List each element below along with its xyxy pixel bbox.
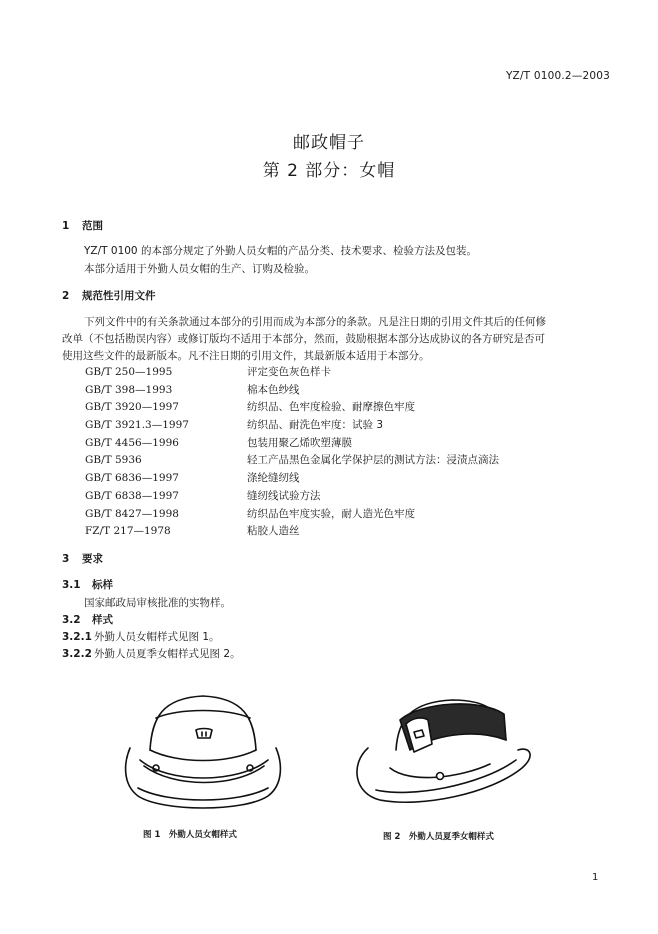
reference-code: GB/T 6836—1997	[85, 472, 179, 485]
section-3-2-title: 样式	[92, 614, 113, 626]
reference-title: 轻工产品黑色金属化学保护层的测试方法：浸渍点滴法	[247, 454, 499, 467]
section-3-title: 要求	[82, 553, 103, 565]
reference-item	[85, 523, 605, 541]
page-number: 1	[592, 872, 599, 883]
section-1-heading	[62, 218, 103, 233]
reference-item	[85, 382, 605, 400]
reference-code: GB/T 3921.3—1997	[85, 419, 189, 432]
section-2-intro-line-1: 下列文件中的有关条款通过本部分的引用而成为本部分的条款。凡是注日期的引用文件其后的任何修	[84, 316, 546, 328]
section-3-1-text: 国家邮政局审核批准的实物样。	[84, 597, 231, 609]
reference-item	[85, 364, 605, 382]
reference-title: 粘胶人造丝	[247, 525, 300, 538]
reference-item	[85, 417, 605, 435]
document-subtitle: 第 2 部分：女帽	[262, 161, 396, 181]
reference-item	[85, 470, 605, 488]
reference-item	[85, 399, 605, 417]
section-3-number: 3	[62, 553, 70, 565]
reference-item	[85, 452, 605, 470]
section-3-2-2	[62, 646, 241, 661]
section-3-2-heading	[62, 612, 113, 627]
section-3-1-heading	[62, 577, 113, 592]
reference-title: 评定变色灰色样卡	[247, 366, 331, 378]
section-3-2-1-text: 外勤人员女帽样式见图 1。	[94, 631, 220, 643]
reference-code: GB/T 398—1993	[85, 383, 173, 396]
section-3-2-1	[62, 629, 220, 644]
reference-code: GB/T 5936	[85, 454, 142, 467]
reference-code: GB/T 3920—1997	[85, 401, 179, 414]
reference-title: 缝纫线试验方法	[247, 489, 321, 502]
womens-hat-illustration	[118, 688, 288, 818]
reference-title: 涤纶缝纫线	[247, 472, 300, 485]
figure-1-caption: 图 1 外勤人员女帽样式	[143, 830, 237, 840]
reference-item	[85, 488, 605, 506]
reference-item	[85, 506, 605, 524]
reference-list	[85, 364, 605, 541]
section-2-heading	[62, 288, 156, 303]
section-1-number: 1	[62, 220, 70, 232]
section-1-title: 范围	[82, 220, 103, 232]
document-title: 邮政帽子	[293, 133, 365, 153]
section-3-1-title: 标样	[92, 579, 113, 591]
section-3-1-number: 3.1	[62, 579, 81, 591]
section-1-para-1: YZ/T 0100 的本部分规定了外勤人员女帽的产品分类、技术要求、检验方法及包装。	[84, 245, 477, 257]
reference-code: GB/T 4456—1996	[85, 436, 179, 449]
section-3-2-2-text: 外勤人员夏季女帽样式见图 2。	[94, 648, 241, 660]
section-3-2-2-number: 3.2.2	[62, 648, 92, 660]
reference-item	[85, 435, 605, 453]
reference-title: 纺织品色牢度实验，耐人造光色牢度	[247, 507, 415, 520]
section-3-heading	[62, 551, 103, 566]
section-3-2-number: 3.2	[62, 614, 81, 626]
section-2-number: 2	[62, 290, 70, 302]
reference-title: 纺织品、耐洗色牢度：试验 3	[247, 419, 384, 432]
figure-2-caption: 图 2 外勤人员夏季女帽样式	[383, 832, 494, 842]
section-2-title: 规范性引用文件	[82, 290, 156, 302]
reference-title: 纺织品、色牢度检验、耐摩擦色牢度	[247, 401, 415, 414]
standard-number: YZ/T 0100.2—2003	[505, 70, 610, 82]
section-2-intro-line-2: 改单（不包括勘误内容）或修订版均不适用于本部分，然而，鼓励根据本部分达成协议的各方研究是否可	[62, 333, 545, 345]
section-2-intro-line-3: 使用这些文件的最新版本。凡不注日期的引用文件，其最新版本适用于本部分。	[62, 350, 430, 362]
reference-code: GB/T 8427—1998	[85, 507, 179, 520]
reference-title: 棉本色纱线	[247, 383, 300, 396]
reference-code: GB/T 250—1995	[85, 366, 173, 378]
reference-code: GB/T 6838—1997	[85, 489, 179, 502]
summer-womens-hat-illustration	[340, 684, 540, 814]
section-1-para-2: 本部分适用于外勤人员女帽的生产、订购及检验。	[84, 263, 315, 275]
section-3-2-1-number: 3.2.1	[62, 631, 92, 643]
reference-title: 包装用聚乙烯吹塑薄膜	[247, 436, 352, 449]
reference-code: FZ/T 217—1978	[85, 525, 171, 538]
